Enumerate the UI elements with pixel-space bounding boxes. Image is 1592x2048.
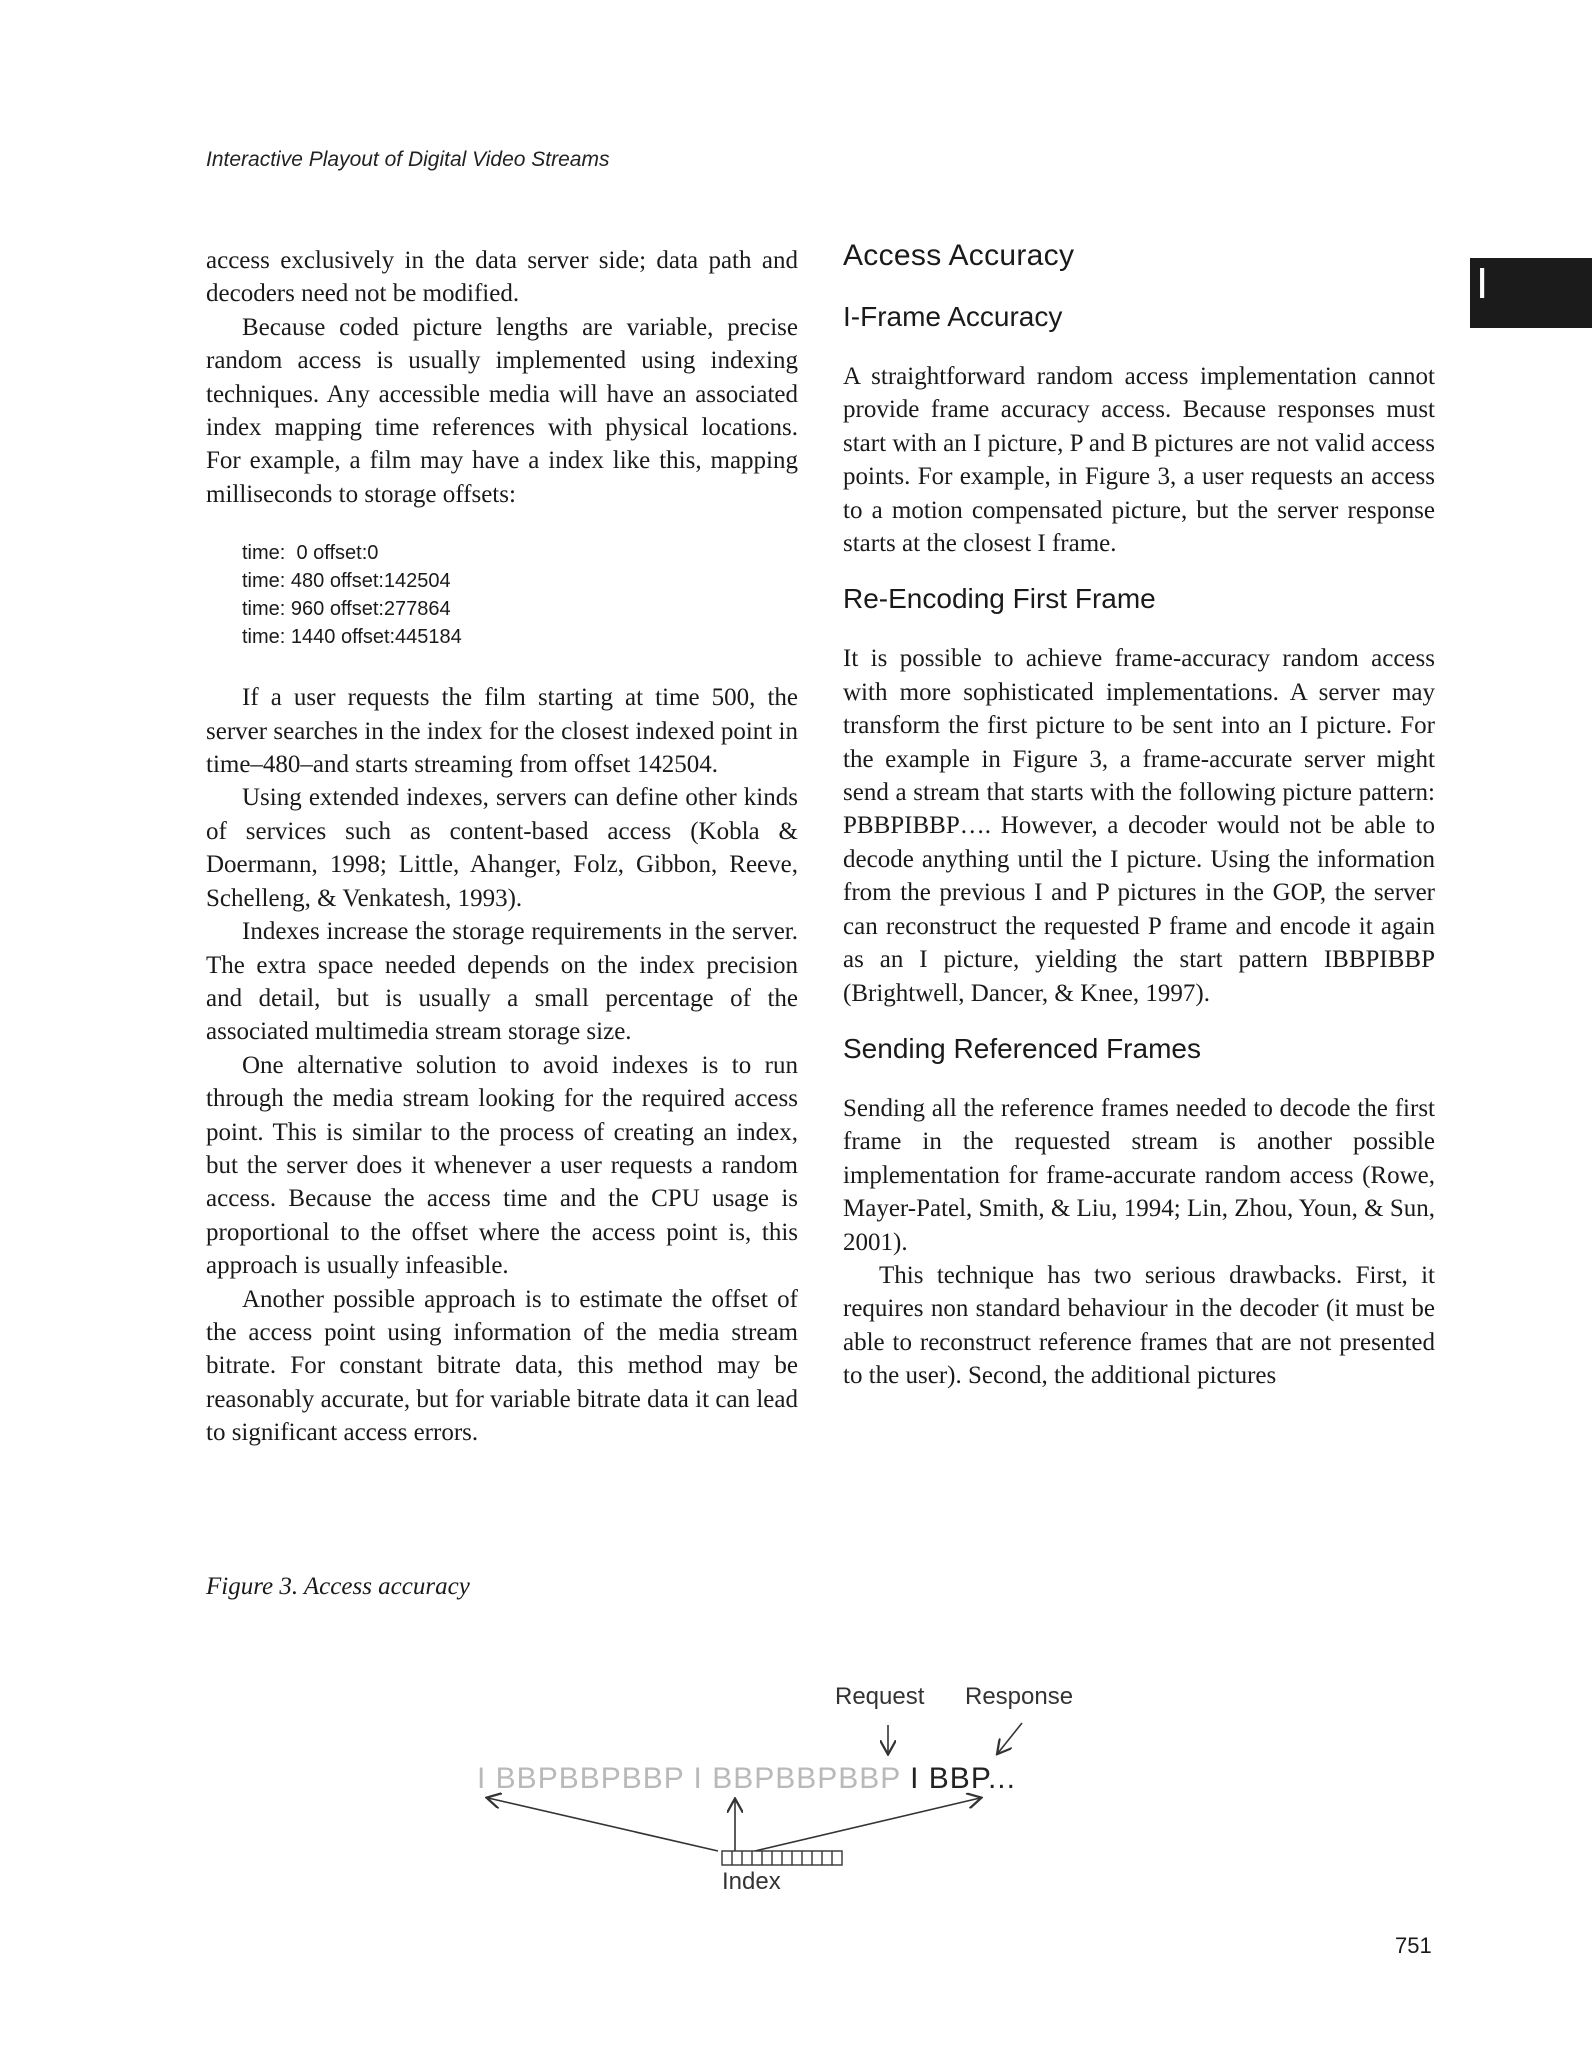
paragraph: If a user requests the film starting at time 500, the server searches in the index for the closest indexed point in time–480–and starts streaming from offset 142504. xyxy=(206,684,798,779)
paragraph: One alternative solution to avoid indexes is to run through the media stream looking for the required access point. This is similar to the process of creating an index, but the server does it whenever a user requests a random access. Because the access time and the CPU usage is proportional to the offset where the access point is, this approach is usually infeasible. xyxy=(206,1051,798,1280)
response-label: Response xyxy=(965,1683,1074,1710)
figure-caption: Figure 3. Access accuracy xyxy=(206,1573,470,1600)
index-line: time: 960 offset:277864 xyxy=(242,598,451,621)
running-head: Interactive Playout of Digital Video Streams xyxy=(206,148,610,171)
section-tab-letter: I xyxy=(1476,259,1489,308)
paragraph: Because coded picture lengths are variable, precise random access is usually implemented using indexing techniques. Any accessible media will have an associated index mapping time references with physical locations. For example, a film may have a index like this, mapping milliseconds to storage offsets: xyxy=(206,313,798,508)
paragraph: Another possible approach is to estimate the offset of the access point using information of the media stream bitrate. For constant bitrate data, this method may be reasonably accurate, but for variable bitrate data it can lead to significant access errors. xyxy=(206,1285,798,1447)
section-heading: Access Accuracy xyxy=(843,239,1075,272)
picture-sequence xyxy=(477,1762,1016,1796)
subsection-heading: I-Frame Accuracy xyxy=(843,301,1063,332)
right-column xyxy=(843,238,1435,1393)
access-accuracy-figure xyxy=(460,1665,1160,1905)
index-arrow-third-i xyxy=(755,1798,980,1851)
left-column xyxy=(206,244,798,1450)
paragraph: It is possible to achieve frame-accuracy random access with more sophisticated implementations. A server may transform the first picture to be sent into an I picture. For the example in Figure 3, a frame-accurate server might send a stream that starts with the following picture pattern: PBBPIBBP…. However, a decoder would not be able to decode anything until the I picture. Using the information from the previous I and P pictures in the GOP, the server can reconstruct the requested P frame and encode it again as an I picture, yielding the start pattern IBBPIBBP (Brightwell, Dancer, & Knee, 1997). xyxy=(843,645,1435,1007)
paragraph: Sending all the reference frames needed to decode the first frame in the requested stream is another possible implementation for frame-accurate random access (Rowe, Mayer-Patel, Smith, & Liu, 1994; Lin, Zhou, Youn, & Sun, 2001). xyxy=(843,1094,1435,1256)
paragraph: access exclusively in the data server side; data path and decoders need not be modified. xyxy=(206,247,798,308)
index-line: time: 0 offset:0 xyxy=(242,542,379,565)
index-line: time: 480 offset:142504 xyxy=(242,570,451,593)
paragraph: A straightforward random access implementation cannot provide frame accuracy access. Because responses must start with an I picture, P and B pictures are not valid access points. For example, in Figure 3, a user requests an access to a motion compensated picture, but the server response starts at the closest I frame. xyxy=(843,363,1435,558)
request-label: Request xyxy=(835,1683,925,1710)
paragraph: Indexes increase the storage requirements in the server. The extra space needed depends on the index precision and detail, but is usually a small percentage of the associated multimedia stream storage size. xyxy=(206,918,798,1046)
subsection-heading: Re-Encoding First Frame xyxy=(843,583,1156,615)
paragraph: Using extended indexes, servers can define other kinds of services such as content-based access (Kobla & Doermann, 1998; Little, Ahanger, Folz, Gibbon, Reeve, Schelleng, & Venkatesh, 1993). xyxy=(206,784,798,912)
index-table xyxy=(722,1851,842,1865)
paragraph: This technique has two serious drawbacks. First, it requires non standard behaviour in the decoder (it must be able to reconstruct reference frames that are not presented to the user). Second, the additional pictures xyxy=(843,1261,1435,1390)
index-label: Index xyxy=(722,1868,781,1895)
response-arrow xyxy=(998,1723,1022,1753)
index-example xyxy=(242,539,798,651)
page-number: 751 xyxy=(1395,1933,1432,1958)
index-arrow-first-i xyxy=(488,1798,718,1851)
sequence-skipped: I BBPBBPBBP I BBPBBPBBP xyxy=(477,1762,901,1795)
section-thumb-tab xyxy=(1470,258,1592,328)
sequence-sent: I BBP... xyxy=(910,1762,1016,1795)
index-line: time: 1440 offset:445184 xyxy=(242,626,462,649)
subsection-heading: Sending Referenced Frames xyxy=(843,1032,1201,1064)
